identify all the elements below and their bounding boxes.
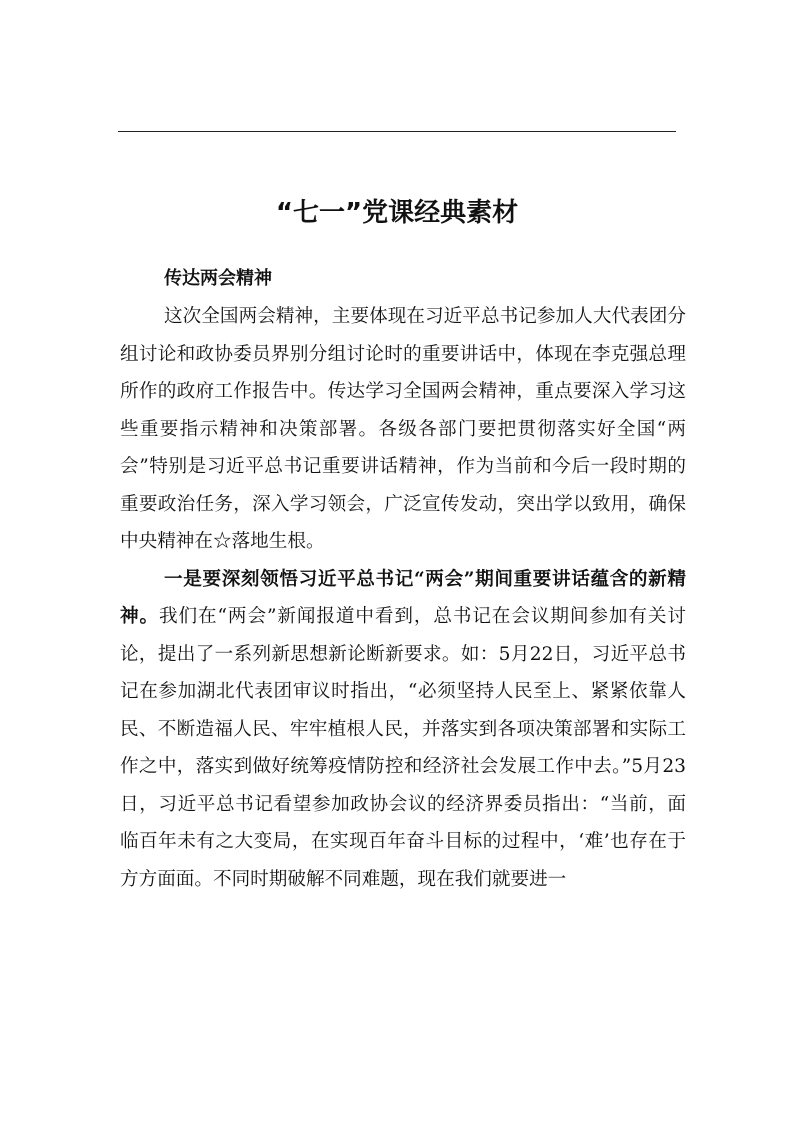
body-text — [120, 298, 686, 898]
document-title: “七一”党课经典素材 — [275, 198, 519, 228]
paragraph-2-body: 我们在“两会”新闻报道中看到，总书记在会议期间参加有关讨论，提出了一系列新思想新论断新要求。如：5月22日，习近平总书记在参加湖北代表团审议时指出，“必须坚持人民至上、紧紧依靠人民、不断造福人民、牢牢植根人民，并落实到各项决策部署和实际工作之中，落实到做好统筹疫情防控和经济社会发展工作中去。”5月23日，习近平总书记看望参加政协会议的经济界委员指出：“当前，面临百年未有之大变局，在实现百年奋斗目标的过程中，‘难’也存在于方方面面。不同时期破解不同难题，现在我们就要进一 — [120, 606, 686, 890]
paragraph-2-lead: 一是要深刻领悟习近平总书记“两会”期间重要讲话蕴含的新精神。 — [120, 568, 686, 627]
paragraph-1: 这次全国两会精神，主要体现在习近平总书记参加人大代表团分组讨论和政协委员界别分组讨论时的重要讲话中，体现在李克强总理所作的政府工作报告中。传达学习全国两会精神，重点要深入学习这些重要指示精神和决策部署。各级各部门要把贯彻落实好全国“两会”特别是习近平总书记重要讲话精神，作为当前和今后一段时期的重要政治任务，深入学习领会，广泛宣传发动，突出学以致用，确保中央精神在☆落地生根。 — [120, 306, 686, 552]
section-heading: 传达两会精神 — [164, 268, 272, 289]
header-rule — [118, 131, 676, 132]
paragraph-2 — [120, 561, 686, 899]
